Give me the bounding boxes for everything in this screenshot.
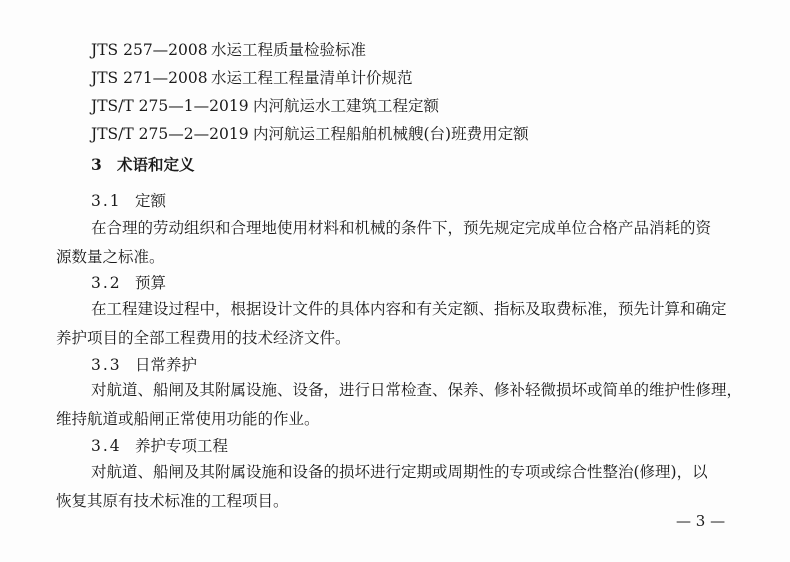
term-definition-line: 维持航道或船闸正常使用功能的作业。 xyxy=(56,410,320,428)
reference-item xyxy=(91,66,413,88)
term-number: 3.2 xyxy=(91,274,122,292)
term-heading xyxy=(91,189,166,211)
reference-title: 内河航运工程船舶机械艘(台)班费用定额 xyxy=(253,125,529,143)
reference-code: JTS/T 275—2—2019 xyxy=(91,125,249,143)
term-heading xyxy=(91,434,228,456)
term-title: 养护专项工程 xyxy=(135,437,229,455)
term-definition-line: 养护项目的全部工程费用的技术经济文件。 xyxy=(56,329,351,347)
reference-item xyxy=(91,122,529,144)
section-title: 术语和定义 xyxy=(117,155,195,174)
term-definition-line: 源数量之标准。 xyxy=(56,248,165,266)
term-number: 3.1 xyxy=(91,192,122,210)
section-number: 3 xyxy=(91,155,102,174)
term-definition-line: 在合理的劳动组织和合理地使用材料和机械的条件下，预先规定完成单位合格产品消耗的资 xyxy=(91,219,712,237)
reference-title: 内河航运水工建筑工程定额 xyxy=(253,97,440,115)
term-definition-line: 对航道、船闸及其附属设施和设备的损坏进行定期或周期性的专项或综合性整治(修理)，以 xyxy=(91,463,708,481)
reference-title: 水运工程工程量清单计价规范 xyxy=(211,69,413,87)
term-title: 定额 xyxy=(135,192,167,210)
term-definition-line: 对航道、船闸及其附属设施、设备，进行日常检查、保养、修补轻微损坏或简单的维护性修理， xyxy=(91,381,743,399)
reference-item xyxy=(91,38,366,60)
term-definition-line: 恢复其原有技术标准的工程项目。 xyxy=(56,492,289,510)
term-heading xyxy=(91,271,166,293)
reference-code: JTS 257—2008 xyxy=(91,41,208,59)
reference-code: JTS/T 275—1—2019 xyxy=(91,97,249,115)
section-heading xyxy=(91,153,195,175)
term-heading xyxy=(91,353,197,375)
reference-item xyxy=(91,94,439,116)
reference-title: 水运工程质量检验标准 xyxy=(211,41,367,59)
page-number: — 3 — xyxy=(676,512,726,530)
term-number: 3.3 xyxy=(91,356,122,374)
term-number: 3.4 xyxy=(91,437,122,455)
term-title: 日常养护 xyxy=(135,356,198,374)
reference-code: JTS 271—2008 xyxy=(91,69,208,87)
term-definition-line: 在工程建设过程中，根据设计文件的具体内容和有关定额、指标及取费标准，预先计算和确定 xyxy=(91,300,727,318)
term-title: 预算 xyxy=(135,274,167,292)
